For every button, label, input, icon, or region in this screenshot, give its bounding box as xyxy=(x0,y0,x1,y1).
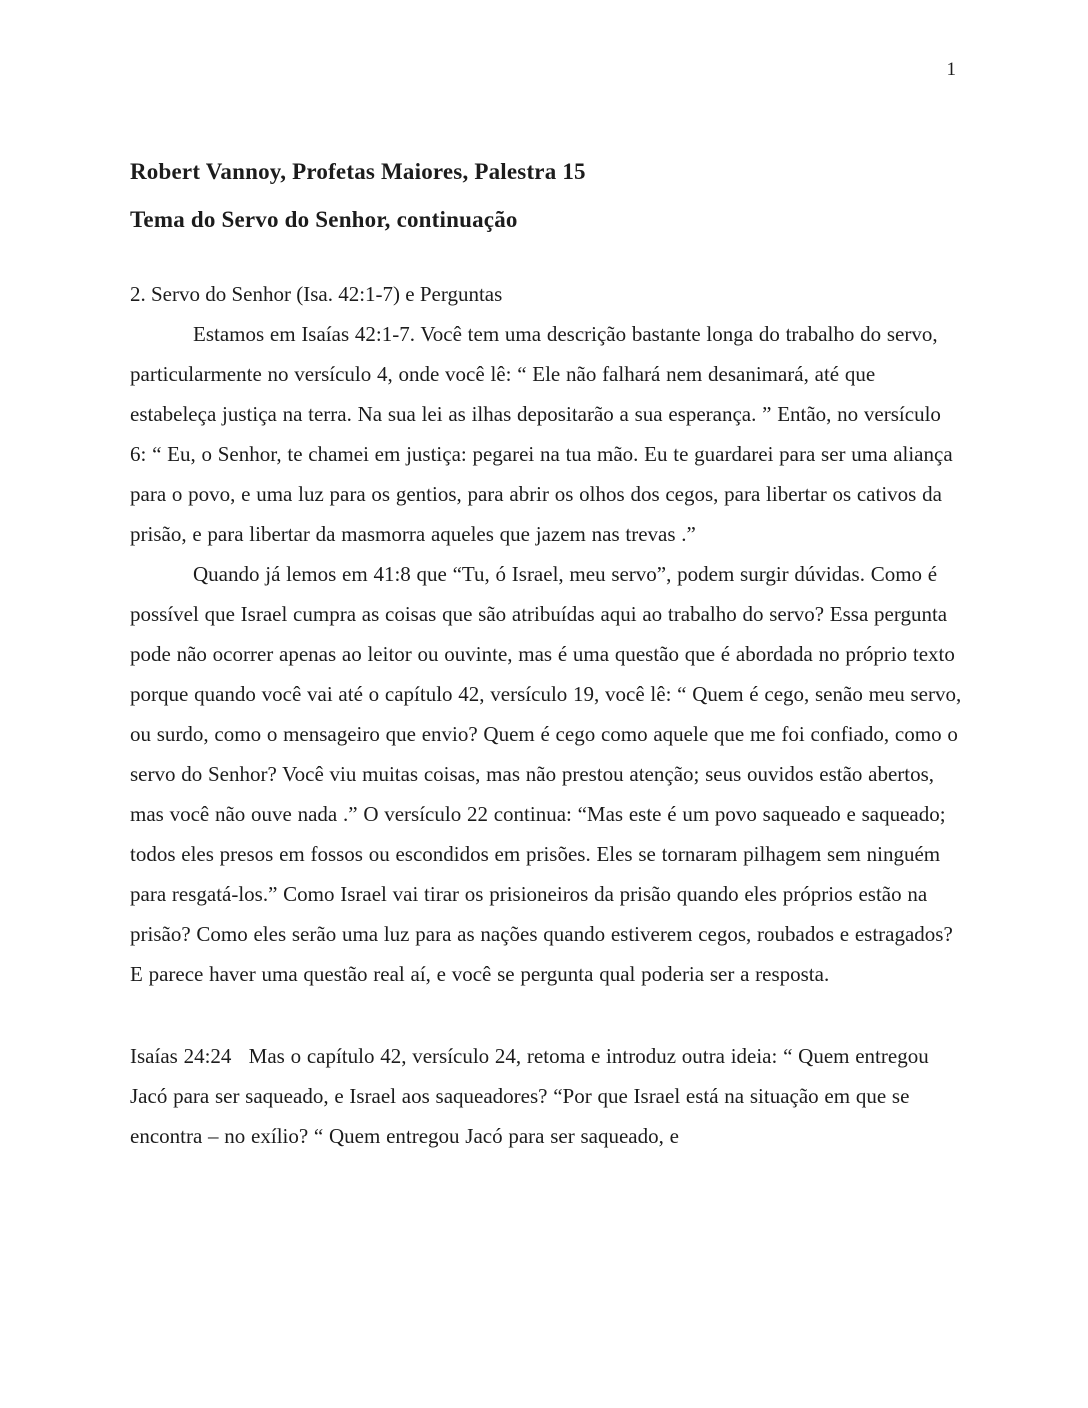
paragraph-1: Estamos em Isaías 42:1-7. Você tem uma descrição bastante longa do trabalho do servo, particularmente no versículo 4, onde você lê: “ Ele não falhará nem desanimará, até que estabeleça justiça na terra. Na sua lei as ilhas depositarão a sua esperança. ” Então, no versículo 6: “ Eu, o Senhor, te chamei em justiça: pegarei na tua mão. Eu te guardarei para ser uma aliança para o povo, e uma luz para os gentios, para abrir os olhos dos cegos, para libertar os cativos da prisão, e para libertar da masmorra aqueles que jazem nas trevas .” xyxy=(130,322,959,546)
document-title-line2: Tema do Servo do Senhor, continuação xyxy=(130,207,518,232)
page-number: 1 xyxy=(946,59,956,80)
paragraph-2: Quando já lemos em 41:8 que “Tu, ó Israel, meu servo”, podem surgir dúvidas. Como é possível que Israel cumpra as coisas que são atribuídas aqui ao trabalho do servo? Essa pergunta pode não ocorrer apenas ao leitor ou ouvinte, mas é uma questão que é abordada no próprio texto porque quando você vai até o capítulo 42, versículo 19, você lê: “ Quem é cego, senão meu servo, ou surdo, como o mensageiro que envio? Quem é cego como aquele que me foi confiado, como o servo do Senhor? Você viu muitas coisas, mas não prestou atenção; seus ouvidos estão abertos, mas você não ouve nada .” O versículo 22 continua: “Mas este é um povo saqueado e saqueado; todos eles presos em fossos ou escondidos em prisões. Eles se tornaram pilhagem sem ninguém para resgatá-los.” Como Israel vai tirar os prisioneiros da prisão quando eles próprios estão na prisão? Como eles serão uma luz para as nações quando estiverem cegos, roubados e estragados? E parece haver uma questão real aí, e você se pergunta qual poderia ser a resposta. xyxy=(130,562,967,986)
document-title-line1: Robert Vannoy, Profetas Maiores, Palestra 15 xyxy=(130,159,586,184)
paragraph-3: Isaías 24:24 Mas o capítulo 42, versículo 24, retoma e introduz outra ideia: “ Quem entregou Jacó para ser saqueado, e Israel aos saqueadores? “Por que Israel está na situação em que se encontra – no exílio? “ Quem entregou Jacó para ser saqueado, e xyxy=(130,1044,935,1148)
section-heading: 2. Servo do Senhor (Isa. 42:1-7) e Perguntas xyxy=(130,282,503,306)
